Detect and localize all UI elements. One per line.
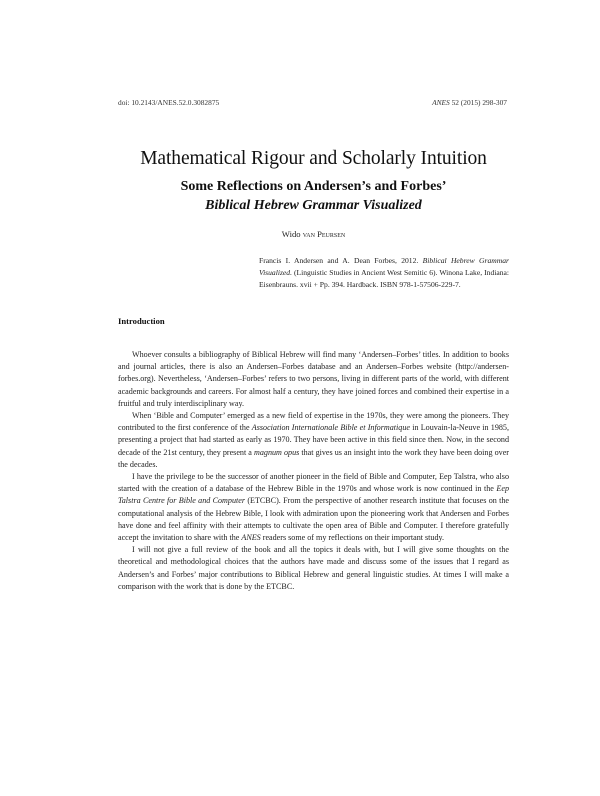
author-name [0,229,600,239]
article-subtitle-book: Biblical Hebrew Grammar Visualized [205,198,422,213]
doi-text[interactable]: doi: 10.2143/ANES.52.0.3082875 [118,98,220,107]
paragraph-4: I will not give a full review of the book and all the topics it deals with, but I will give some thoughts on the theoretical and methodological choices that the authors have made and discuss some of the issues that I regard as Andersen’s and Forbes’ major contributions to Biblical Hebrew and general linguistic studies. At times I will make a comparison with the work that is done by the ETCBC. [118,545,509,591]
paragraph-2: When ‘Bible and Computer’ emerged as a new field of expertise in the 1970s, they were among the pioneers. They contributed to the first conference of the Association Internationale Bible et Informatique in Louvain-la-Neuve in 1985, presenting a project that had started as early as 1970. They have been active in this field since then. Now, in the second decade of the 21st century, they present a magnum opus that gives us an insight into the work they have been doing over the decades. [118,411,510,469]
section-heading: Introduction [118,316,165,326]
article-subtitle: Some Reflections on Andersen’s and Forbes’ [180,179,447,194]
paragraph-3: I have the privilege to be the successor of another pioneer in the field of Bible and Computer, Eep Talstra, who also started with the creation of a database of the Hebrew Bible in the 1970s and whose work is now continued in the Eep Talstra Centre for Bible and Computer (ETCBC). From the perspective of another research institute that focuses on the computational analysis of the Hebrew Bible, I look with admiration upon the pioneering work that Andersen and Forbes have done and feel affinity with their attempts to cultivate the open area of Bible and Computer. I therefore gratefully accept the invitation to share with the ANES readers some of my reflections on their important study. [118,472,509,543]
article-body [118,349,509,593]
citation-authors: Francis I. Andersen and A. Dean Forbes, 2012. [259,256,423,265]
journal-citation [432,98,507,107]
journal-volume-pages: 52 (2015) 298-307 [449,98,507,107]
journal-abbr: ANES [432,98,450,107]
citation-details: (Linguistic Studies in Ancient West Semitic 6). Winona Lake, Indiana: Eisenbrauns. xvii + Pp. 394. Hardback. ISBN 978-1-57506-229-7. [259,268,509,289]
author-last: van Peursen [302,229,346,239]
article-title: Mathematical Rigour and Scholarly Intuition [140,148,487,169]
paragraph-1: Whoever consults a bibliography of Biblical Hebrew will find many ‘Andersen–Forbes’ titles. In addition to books and journal articles, there is also an Andersen–Forbes database and an Andersen–Forbes website (http://andersen-forbes.org). Nevertheless, ‘Andersen–Forbes’ refers to two persons, living in different parts of the world, with different academic backgrounds and careers. For almost half a century, they have joined forces and combined their expertise in a fruitful and truly interdisciplinary way. [118,350,509,408]
book-citation [259,255,509,291]
author-first: Wido [281,229,303,239]
citation-book-title: Biblical Hebrew Grammar Visualized. [259,256,509,277]
running-head [118,98,507,110]
